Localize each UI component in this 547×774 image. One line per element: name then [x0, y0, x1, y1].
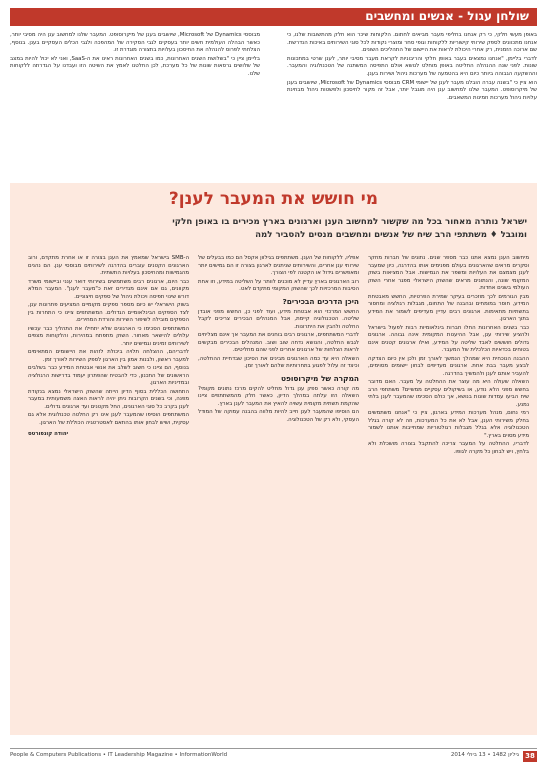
- paragraph: לדברי המשתתפים, ארגונים רבים בוחנים את המעבר אך אינם מצליחים לגבש החלטה, והנושא נדחה שוב ושוב. המנהלים הבכירים מבקשים לראות הצלחות של ארגונים אחרים לפני שהם מחליטים.: [198, 332, 359, 353]
- author-name: יהודה קונפורטס: [28, 431, 69, 437]
- paragraph: באופן מעשי חלקי, כי רק אנחנו בחליפי מעבר מביאים לחתום. הלקוחות שיכר הוא חלק מהתשובות שלנו, כי אנחנו מתכוונים לספק שירותי קישוריות ללקוחות וגופי סחר ומוצרי נקודות לכל סוגי השירותים באיכות הנדרשת. שם ארוכה הזמנית, רק אחרי היכולת לראות את היישום של התהליכים השונים.: [287, 32, 537, 54]
- paragraph: המשתתפים הוסיפו שהמעבר לענן אינו רק החלטה טכנולוגית אלא גם עסקית, ושיש לבחון אותו בהתאם לאסטרטגיה הכוללת של הארגון.: [28, 412, 189, 426]
- section-header: [10, 8, 537, 26]
- paragraph: לדברי בליימן, "אנחנו נמצאים בעבר באופן חלקי והריבוניות לקראת מעבר מסיבי יותר, לענן שרטי במתכונות שונות. לפני שנה ההנהלה החליטה באופן מוחלט לנושא אולם התפיסה המשתנה של הטכנולוגיה והמעבר. וההשקעה הגבוהה ביותר כיום היא בהטמעה של מערכות ניהול ושירות בענן.: [287, 55, 537, 77]
- article-column-2: [198, 255, 359, 729]
- top-column-left: [10, 32, 260, 108]
- paragraph: רוב הארגונים בארץ עדיין לא מוכנים לוותר על השליטה במידע, וזו אחת הסיבות המרכזיות לכך שהשוק המקומי מתקדם לאט.: [198, 278, 359, 292]
- article-column-3: [28, 255, 189, 729]
- paragraph: המשתתפים הסכימו כי הארגונים שלא יתחילו את התהליך כבר עכשיו עלולים להישאר מאחור. השוק מתפתח במהירות, והלקוחות מצפים לשירותים זמינים וגמישים יותר.: [28, 325, 189, 347]
- previous-article-continuation: [10, 28, 537, 173]
- paragraph: לדבריהם, ההצלחה תלויה ביכולת לזהות את היישומים המתאימים למעבר ראשון, ולבנות אמון בין הארגון לספק השירות לאורך זמן.: [28, 349, 189, 363]
- paragraph: התחושה הכללית בסוף הדיון הייתה שהשוק הישראלי נמצא בנקודת מפנה, וכי בשנים הקרובות ניתן יהיה לראות האצה משמעותית במעבר לענן בקרב כל סוגי הארגונים, החל מקטנים ועד ארגונים גדולים.: [28, 388, 189, 410]
- page-footer: [10, 748, 537, 763]
- paragraph: בשוק הישראלי יש כיום מספר ספקים מקומיים המציעים פתרונות ענן, לצד הספקים הבינלאומיים הגדולים. המשתתפים ציינו כי התחרות בין הספקים מובילה לשיפור השירות והורדת המחירים.: [28, 302, 189, 323]
- paragraph: כבר בשנים האחרונות החלו חברות בינלאומיות רבות לפעול בישראל ולהציע שירותי ענן, אבל ההיענות המקומית אינה גבוהה. ארגונים גדולים חוששים לאבד שליטה על המידע, ואילו ארגונים קטנים אינם בטוחים בכדאיות הכלכלית של המעבר.: [368, 324, 529, 353]
- paragraph: כבר היום, ארגונים רבים משתמשים בשירותי דואר ענני וביישומי משרד מקוונים, גם אם אינם מגדירים זאת כ"מעבר לענן". המעבר המלא דורש שינוי תפיסה ויכולת ניהול של ספקים חיצוניים.: [28, 278, 189, 300]
- page-number: 38: [523, 751, 537, 762]
- paragraph: לדבריו, ההחלטה על המעבר צריכה להתקבל בצורה מושכלת ולא בלחץ, ויש לבחון כל מקרה לגופו.: [368, 441, 529, 455]
- paragraph: מבין הגורמים לכך מוזכרים בעיקר שמירת הפרטיות, החשש מאבטחת המידע, חוסר במומחים ובהבנה של התחום, מגבלות רגולציה ומחסור בתשתיות מתאימות. ארגונים רבים עדיין מעדיפים לשמור את המידע בתוך הארגון.: [368, 293, 529, 322]
- paragraph: השאלה היא עד כמה הארגונים מבינים את הסיכון שבדחיית ההחלטה, וכיצד זה עלול לפגוע בתחרותיות שלהם לאורך זמן.: [198, 355, 359, 369]
- subheading: המקרה של מיקרוסופט: [280, 373, 359, 383]
- paragraph: מה קורה כאשר ספק ענן גדול מחליט להקים מרכז נתונים מקומי? השאלה הזו עלתה במהלך הדיון, כאשר חלק מהמשתתפים ציינו שהקמת תשתית מקומית עשויה להאיץ את המעבר לענן בארץ.: [198, 385, 359, 407]
- publisher-info: People & Computers Publications • IT Leadership Magazine • InformationWorld: [10, 752, 228, 758]
- section-title: שולחן עגול - אנשים ומחשבים: [365, 9, 529, 23]
- deck-line: ומוגבל ♦ משתתפי הרב שיח של אנשים ומחשבים מנסים להסביר למה: [255, 230, 527, 240]
- article-headline: מי חושש את המעבר לענן?: [168, 189, 379, 209]
- paragraph: השאלה שעולה היא מה עוצר את ההחלטה על מעבר. האם מדובר בחשש מפני הלא נודע, או בשיקולים עסקיים ממשיים? משתתפי הרב שיח הביעו עמדות שונות בנושא, אך כולם הסכימו שהמעבר לענן בלתי נמנע.: [368, 379, 529, 408]
- deck-line: ישראל נותרה מאחור בכל מה שקשור למחשוב הענן וארגונים בארץ מכירים בו באופן חלקי: [172, 217, 527, 227]
- paragraph: הם הוסיפו שהמעבר לענן חייב להיות מלווה בהבנה עמוקה של המודל העסקי, ולא רק של הטכנולוגיה.: [198, 409, 359, 423]
- article-column-1: [368, 255, 529, 729]
- paragraph: מיחשוב הענן נמצא אתנו כבר מספר שנים. נתונים של חברות מחקר וסקרים מראים שהארגונים בעולם מפנימים אותו בהדרגה, כיון שמעבר לענן מצמצם את העלויות ומשפר את הגמישות. אבל המציאות בשוק המקומי שונה, והנתונים מראים שהשוק הישראלי מפגר אחרי השוק העולמי בשנים אחדות.: [368, 255, 529, 291]
- paragraph: הוא ציין כי "בשנה עברה הובלנו מעבר לענן של יישומי CRM מבוססי Dynamics של Microsoft, שיושבים בענן של מיקרוסופט. המעבר שלנו למחשוב ענן היה מוגבל יותר, אבל זה מקור לחיסכון ולפשטות ניהול מבחינת עלויות ניהול מערכות וזמינות המשאבים.: [287, 79, 537, 101]
- paragraph: רמי נחום, מנהל מערכות המידע בארגון, ציין כי "אנחנו משתמשים בחלק משירותי הענן, אבל לא את כל המערכות, וזה לא קורה בגלל הטכנולוגיה אלא בגלל מגבלות רגולטוריות שמחייבות אותנו לשמור מידע מסוים בארץ.": [368, 410, 529, 439]
- article-box: [10, 183, 537, 735]
- article-columns: [18, 255, 529, 729]
- paragraph: אפליו, ללקוחות של הענן. משתתפים בגילוון אקסל הם כמו בבעלים של שירותי ענן אחרים, והשירותים שניתנים לארגון בצורה זו הם גמישים יותר ומאפשרים גידול או הקטנה לפי הצורך.: [198, 255, 359, 276]
- paragraph: בנוסף, הם ציינו כי חשוב לשלב את אנשי אבטחת המידע כבר בשלבים הראשונים של התכנון, כדי להבטיח שהפתרון יעמוד בדרישות הרגולציה ובמדיניות הארגון.: [28, 365, 189, 386]
- issue-info: גיליון 1482 • 13 ביולי 2014: [450, 752, 519, 758]
- paragraph: ה-SMB בישראל שמאמץ את הענן בצורה זו או אחרת מתקדם, ורוב הארגונים הקטנים עוברים בהדרגה לשירותים מבוססי ענן. הם נהנים מהגמישות ומהחיסכון בעלויות התשתית.: [28, 255, 189, 276]
- paragraph: החשש המרכזי הוא אבטחת מידע, ועוד לפני כן, החשש מפני אובדן שליטה. הטכנולוגיה קיימת, אבל המנהלים הבכירים צריכים לקבל החלטה ולהבין את היתרונות.: [198, 308, 359, 330]
- paragraph: מבוססי Dynamics של Microsoft, שיושבים בענן של מיקרוסופט. המעבר שלנו למחשוב ענן היה מסיבי יותר, כאשר הבהלה העולמית חשים יותר בעסקים לגבי הסקירה של המהפכה ולגבי הכלים העסקיים בענן. בנוסף, הצלחתי לפרוס להנהלה את החיסכון בעלויות בתצורה מוגדרת זו.: [10, 32, 260, 54]
- paragraph: ההבנה הנוכחית היא שמהלך הנמשך לאורך זמן ולכן אין כיום הצדקה לבצע מעבר בבת אחת. ארגונים מעדיפים לבחון יישומים מסוימים, להעביר אותם לענן ולהמשיך בהדרגה.: [368, 355, 529, 377]
- subheading: היכן הדרכים הבכירים?: [282, 296, 359, 306]
- paragraph: בליימן ציין כי "בשלושת השנים האחרונות, כמו בשנים האחרונות ראינו את ה-SaaS, ואני לא יכול להיות במצב של שלושים גרסאות שונות של כל מערכת, לכן החלטנו לאמץ את השיטה הזו ועבדנו על הגדרתה ללקוחות שלנו.: [10, 55, 260, 77]
- top-column-right: [287, 32, 537, 172]
- article-deck: [20, 216, 527, 242]
